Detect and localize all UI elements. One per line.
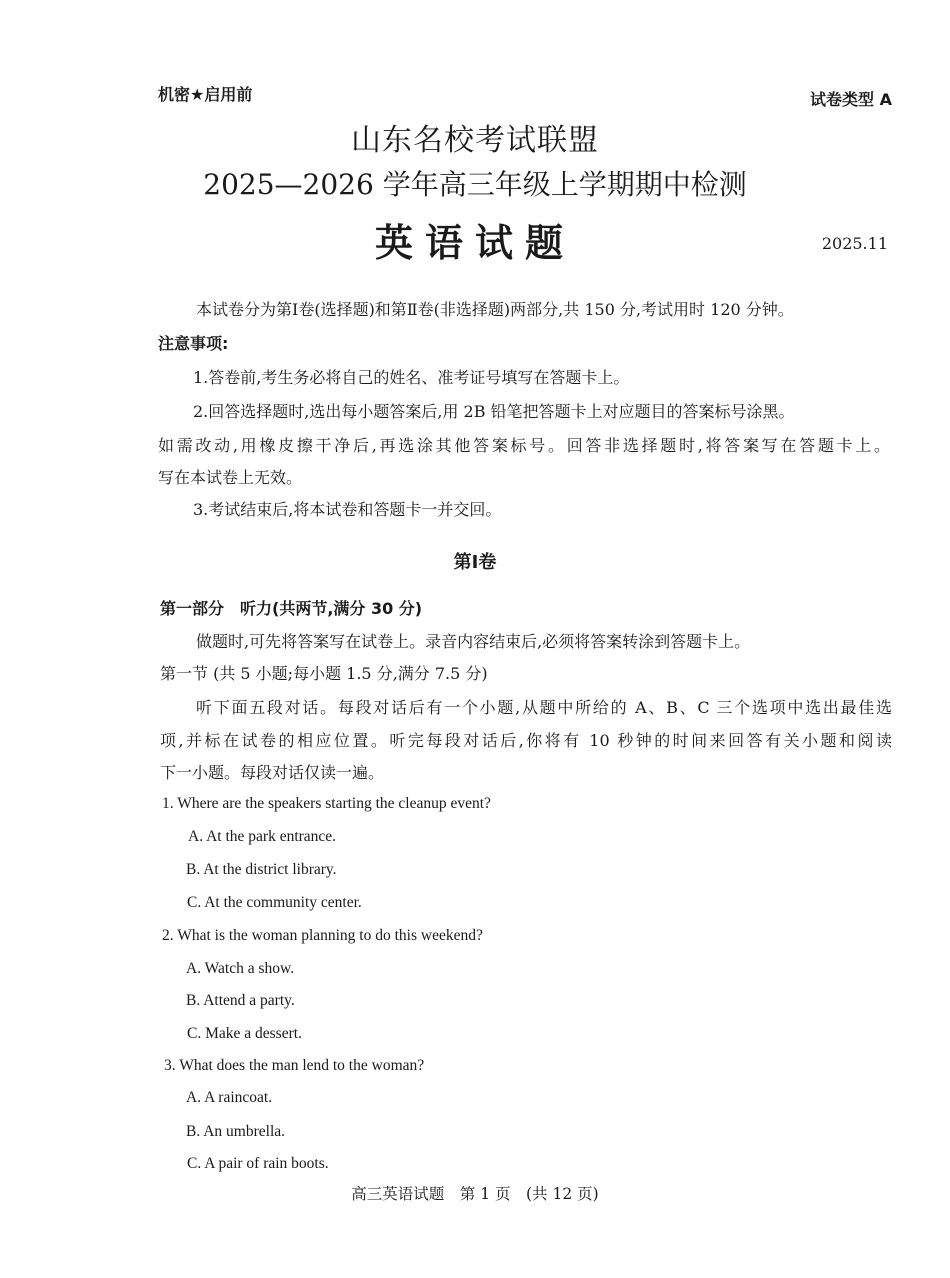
paper-type: 试卷类型 A	[810, 90, 892, 109]
question-option: A. Watch a show.	[186, 960, 295, 977]
question-option: C. Make a dessert.	[187, 1025, 302, 1042]
question-option: B. An umbrella.	[186, 1123, 286, 1140]
part1-title: 第一部分 听力(共两节,满分 30 分)	[160, 599, 423, 618]
notice-item-1: 1.答卷前,考生务必将自己的姓名、准考证号填写在答题卡上。	[193, 368, 630, 387]
confidential-mark: 机密★启用前	[158, 85, 253, 104]
part1-description: 做题时,可先将答案写在试卷上。录音内容结束后,必须将答案转涂到答题卡上。	[196, 632, 751, 651]
section1-instructions-line2: 项,并标在试卷的相应位置。听完每段对话后,你将有 10 秒钟的时间来回答有关小题和阅读	[160, 731, 892, 750]
section1-title: 第一节 (共 5 小题;每小题 1.5 分,满分 7.5 分)	[160, 664, 488, 683]
notice-title: 注意事项:	[158, 334, 229, 353]
exam-date: 2025.11	[821, 234, 888, 253]
exam-organization: 山东名校考试联盟	[351, 123, 599, 158]
section1-instructions-line3: 下一小题。每段对话仅读一遍。	[160, 763, 385, 782]
question-stem: 2. What is the woman planning to do this weekend?	[162, 927, 483, 944]
notice-item-2-end: 写在本试卷上无效。	[158, 468, 303, 487]
question-option: B. At the district library.	[186, 861, 337, 878]
question-stem: 1. Where are the speakers starting the cleanup event?	[162, 795, 491, 812]
question-option: A. At the park entrance.	[188, 828, 337, 845]
section1-instructions-line1: 听下面五段对话。每段对话后有一个小题,从题中所给的 A、B、C 三个选项中选出最佳选	[196, 698, 892, 717]
question-option: A. A raincoat.	[186, 1089, 273, 1106]
question-option: B. Attend a party.	[186, 992, 295, 1009]
question-option: C. At the community center.	[187, 894, 362, 911]
subject-title: 英语试题	[374, 221, 575, 265]
notice-item-2: 2.回答选择题时,选出每小题答案后,用 2B 铅笔把答题卡上对应题目的答案标号涂黑。	[193, 402, 795, 421]
volume-title: 第Ⅰ卷	[453, 552, 497, 573]
question-option: C. A pair of rain boots.	[187, 1155, 329, 1172]
notice-item-2-cont: 如需改动,用橡皮擦干净后,再选涂其他答案标号。回答非选择题时,将答案写在答题卡上。	[158, 436, 890, 455]
page-footer: 高三英语试题 第 1 页 (共 12 页)	[351, 1185, 599, 1203]
question-stem: 3. What does the man lend to the woman?	[164, 1057, 425, 1074]
instructions-intro: 本试卷分为第Ⅰ卷(选择题)和第Ⅱ卷(非选择题)两部分,共 150 分,考试用时 120 分钟。	[196, 300, 794, 319]
notice-item-3: 3.考试结束后,将本试卷和答题卡一并交回。	[193, 500, 502, 519]
exam-name: 2025—2026 学年高三年级上学期期中检测	[203, 168, 747, 201]
